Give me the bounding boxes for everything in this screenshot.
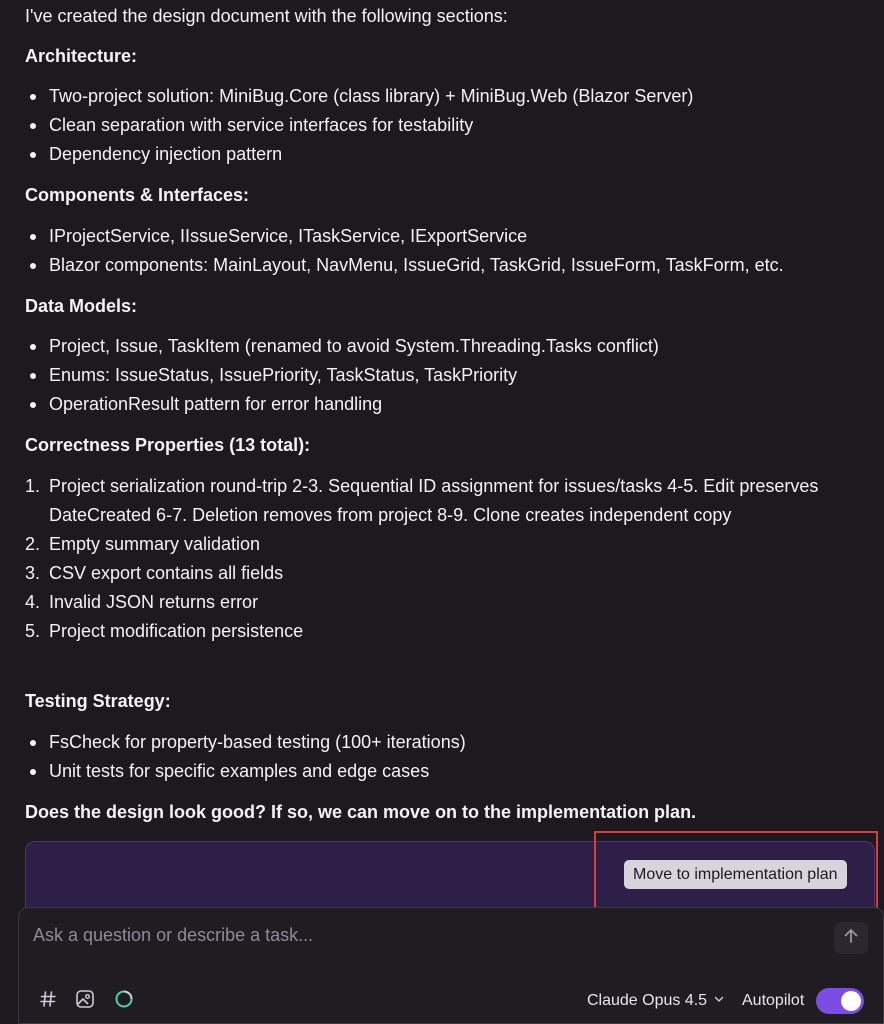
move-to-implementation-plan-button[interactable]: Move to implementation plan [624, 860, 847, 889]
section-title-correctness: Correctness Properties (13 total): [25, 435, 311, 455]
chevron-down-icon [713, 992, 725, 1010]
correctness-list [25, 472, 849, 646]
circle-icon [114, 989, 134, 1014]
list-item: Enums: IssueStatus, IssuePriority, TaskStatus, TaskPriority [25, 361, 659, 390]
list-item: Two-project solution: MiniBug.Core (class library) + MiniBug.Web (Blazor Server) [25, 82, 693, 111]
list-item: Clean separation with service interfaces for testability [25, 111, 693, 140]
list-item [25, 559, 849, 588]
list-text: Invalid JSON returns error [49, 592, 259, 612]
attach-image-button[interactable] [74, 990, 96, 1012]
list-number: 5. [25, 621, 41, 641]
list-item: Blazor components: MainLayout, NavMenu, IssueGrid, TaskGrid, IssueForm, TaskForm, etc. [25, 251, 784, 280]
image-icon [75, 989, 95, 1014]
model-name: Claude Opus 4.5 [587, 992, 708, 1009]
list-number: 3. [25, 563, 41, 583]
list-item [25, 617, 849, 646]
testing-list [25, 728, 466, 786]
list-number: 2. [25, 534, 41, 554]
list-item: IProjectService, IIssueService, ITaskService, IExportService [25, 222, 784, 251]
list-item: Dependency injection pattern [25, 140, 693, 169]
list-text: Project serialization round-trip 2-3. Sequential ID assignment for issues/tasks 4-5. Edit preserves DateCreated 6-7. Deletion removes from project 8-9. Clone creates independent copy [49, 476, 819, 525]
architecture-list [25, 82, 693, 169]
section-title-data-models: Data Models: [25, 296, 138, 316]
hash-icon [39, 990, 57, 1013]
autopilot-toggle[interactable] [816, 988, 864, 1014]
message-intro: I've created the design document with the following sections: [25, 6, 508, 26]
data-models-list [25, 332, 659, 419]
list-item: FsCheck for property-based testing (100+ iterations) [25, 728, 466, 757]
toggle-knob [841, 991, 861, 1011]
section-title-testing: Testing Strategy: [25, 691, 171, 711]
list-text: Empty summary validation [49, 534, 261, 554]
chat-input[interactable] [33, 922, 813, 948]
status-button[interactable] [113, 990, 135, 1012]
list-item [25, 472, 849, 530]
list-item [25, 588, 849, 617]
list-text: Project modification persistence [49, 621, 304, 641]
closing-question: Does the design look good? If so, we can move on to the implementation plan. [25, 802, 697, 822]
model-selector[interactable] [587, 992, 725, 1010]
arrow-up-icon [842, 927, 860, 950]
send-button[interactable] [834, 922, 868, 954]
list-number: 4. [25, 592, 41, 612]
list-item [25, 530, 849, 559]
list-item: Project, Issue, TaskItem (renamed to avoid System.Threading.Tasks conflict) [25, 332, 659, 361]
section-title-architecture: Architecture: [25, 46, 138, 66]
section-title-components: Components & Interfaces: [25, 185, 250, 205]
autopilot-label: Autopilot [742, 992, 805, 1009]
list-number: 1. [25, 476, 41, 496]
chat-composer [18, 907, 884, 1024]
context-button[interactable] [37, 990, 59, 1012]
list-item: OperationResult pattern for error handling [25, 390, 659, 419]
components-list [25, 222, 784, 280]
list-item: Unit tests for specific examples and edge cases [25, 757, 466, 786]
list-text: CSV export contains all fields [49, 563, 284, 583]
